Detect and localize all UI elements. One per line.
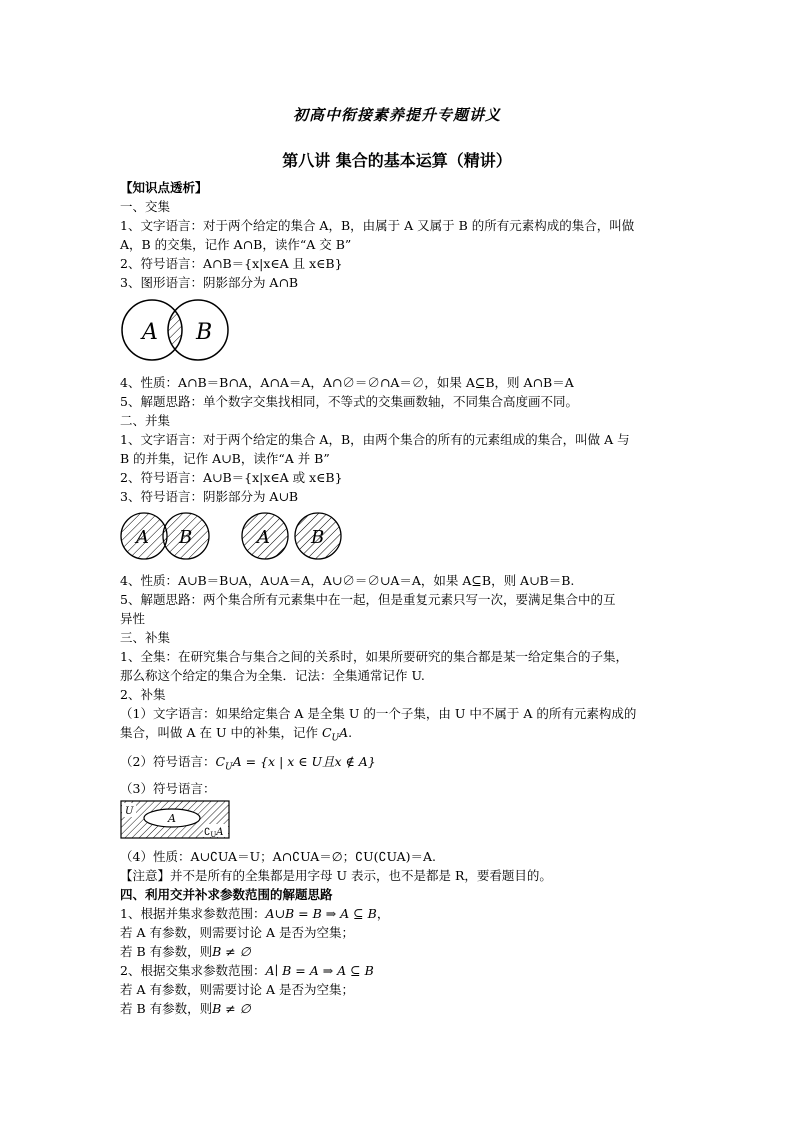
set-a-label: A xyxy=(168,812,176,825)
union-symbol: 2、符号语言：A∪B＝{x|x∈A 或 x∈B} xyxy=(120,470,343,485)
complement-graphic: （3）符号语言： xyxy=(120,781,216,796)
complement-subheading: 2、补集 xyxy=(120,687,166,702)
union-label-b1: B xyxy=(179,527,193,548)
complement-diagram xyxy=(120,800,232,840)
section-complement-heading: 三、补集 xyxy=(120,630,171,645)
label-a: A xyxy=(142,320,158,345)
union-approach-1: 5、解题思路：两个集合所有元素集中在一起，但是重复元素只写一次，要满足集合中的互 xyxy=(120,592,616,607)
union-label-a2: A xyxy=(257,527,270,548)
union-text-1: 1、文字语言：对于两个给定的集合 A，B，由两个集合的所有的元素组成的集合，叫做 A 与 xyxy=(120,432,630,447)
param-intersection-a: 若 A 有参数，则需要讨论 A 是否为空集； xyxy=(120,982,354,997)
universal-label: U xyxy=(125,806,134,817)
union-venn-figure xyxy=(120,508,680,569)
union-label-b2: B xyxy=(311,527,325,548)
section-intersection-heading: 一、交集 xyxy=(120,199,171,214)
param-union-b: 若 B 有参数，则B ≠ ∅ xyxy=(120,944,251,959)
intersection-venn-diagram xyxy=(120,294,240,366)
complement-properties: （4）性质：A∪∁UA＝U；A∩∁UA＝∅；∁U(∁UA)＝A. xyxy=(120,849,437,864)
union-properties: 4、性质：A∪B＝B∪A，A∪A＝A，A∪∅＝∅∪A＝A，如果 A⊆B，则 A∪B＝B. xyxy=(120,573,575,588)
intersection-text-2: A，B 的交集，记作 A∩B，读作“A 交 B” xyxy=(120,237,352,252)
intersection-text-1: 1、文字语言：对于两个给定的集合 A，B，由属于 A 又属于 B 的所有元素构成的集合，叫做 xyxy=(120,218,635,233)
label-b: B xyxy=(196,320,213,345)
union-label-a1: A xyxy=(136,527,149,548)
intersection-graphic: 3、图形语言：阴影部分为 A∩B xyxy=(120,275,299,290)
complement-note: 【注意】并不是所有的全集都是用字母 U 表示，也不是都是 R，要看题目的。 xyxy=(120,868,552,883)
intersection-symbol: 2、符号语言：A∩B＝{x|x∈A 且 x∈B} xyxy=(120,256,343,271)
complement-label: $∁_UA$ xyxy=(204,827,224,839)
intersection-venn-figure xyxy=(120,294,680,371)
universal-text-2: 那么称这个给定的集合为全集．记法：全集通常记作 U. xyxy=(120,668,425,683)
param-intersection-rule: 2、根据交集求参数范围：A∣ B = A ⇒ A ⊆ B xyxy=(120,963,374,978)
section-union-heading: 二、并集 xyxy=(120,413,171,428)
universal-text-1: 1、全集：在研究集合与集合之间的关系时，如果所要研究的集合都是某一给定集合的子集， xyxy=(120,649,628,664)
knowledge-heading: 【知识点透析】 xyxy=(120,180,208,195)
union-venn-diagrams xyxy=(120,508,380,564)
section-params-heading: 四、利用交并补求参数范围的解题思路 xyxy=(120,887,333,902)
param-intersection-b: 若 B 有参数，则B ≠ ∅ xyxy=(120,1001,251,1016)
intersection-properties: 4、性质：A∩B＝B∩A，A∩A＝A，A∩∅＝∅∩A＝∅，如果 A⊆B，则 A∩B＝A xyxy=(120,375,574,390)
series-header: 初高中衔接素养提升专题讲义 xyxy=(292,106,501,124)
union-approach-2: 异性 xyxy=(120,611,146,626)
union-text-2: B 的并集，记作 A∪B，读作“A 并 B” xyxy=(120,451,330,466)
complement-figure xyxy=(120,800,680,845)
param-union-a: 若 A 有参数，则需要讨论 A 是否为空集； xyxy=(120,925,354,940)
content-body xyxy=(120,178,680,1018)
intersection-approach: 5、解题思路：单个数字交集找相同，不等式的交集画数轴，不同集合高度画不同。 xyxy=(120,394,578,409)
complement-text-1: （1）文字语言：如果给定集合 A 是全集 U 的一个子集，由 U 中不属于 A 的所有元素构成的 xyxy=(120,706,637,721)
param-union-rule: 1、根据并集求参数范围：A∪B = B ⇒ A ⊆ B， xyxy=(120,906,390,921)
lecture-title: 第八讲 集合的基本运算（精讲） xyxy=(282,151,512,170)
complement-symbol: （2）符号语言：$C_UA = \{x$ | x ∈ U且x ∉ A} xyxy=(120,753,376,772)
complement-text-2: 集合，叫做 A 在 U 中的补集，记作 $C_UA$. xyxy=(120,725,353,744)
union-graphic: 3、符号语言：阴影部分为 A∪B xyxy=(120,489,299,504)
